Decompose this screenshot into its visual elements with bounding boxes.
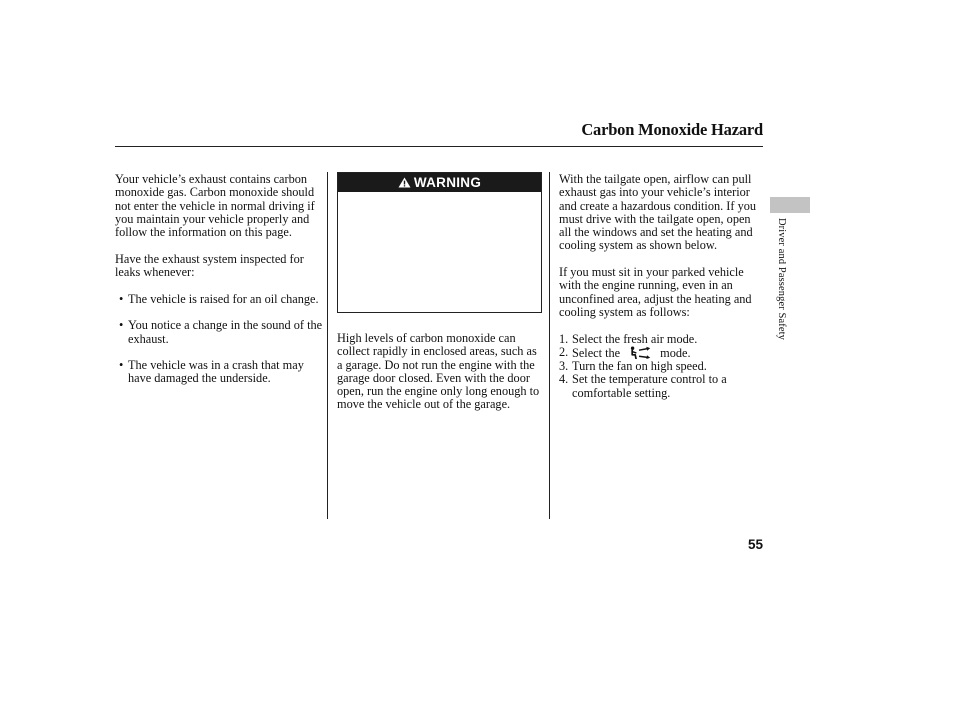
list-item-text: You notice a change in the sound of the exhaust. xyxy=(128,318,323,346)
bullet-glyph: • xyxy=(119,318,124,333)
step-number: 2. xyxy=(559,344,569,359)
section-label: Driver and Passenger Safety xyxy=(776,218,787,340)
warning-paragraph: High levels of carbon monoxide can collect rapidly in enclosed areas, such as a garage. Do not run the engine with the garage door closed. Even with the door open, run the engine only long enough to move the vehicle out of the garage. xyxy=(337,331,540,412)
column-middle xyxy=(337,332,545,425)
steps-list xyxy=(559,333,764,400)
step-number: 3. xyxy=(559,359,569,374)
column-right xyxy=(559,173,764,400)
page-number: 55 xyxy=(747,537,763,552)
bullet-glyph: • xyxy=(119,358,124,373)
list-item xyxy=(115,293,325,306)
list-item xyxy=(559,346,764,360)
list-item xyxy=(115,359,325,386)
list-item xyxy=(559,373,764,400)
step-text: mode. xyxy=(660,345,691,360)
bullet-glyph: • xyxy=(119,291,124,306)
column-divider xyxy=(327,172,328,519)
step-number: 1. xyxy=(559,331,569,346)
tailgate-paragraph: With the tailgate open, airflow can pull exhaust gas into your vehicle’s interior and create a hazardous condition. If you must drive with the tailgate open, open all the windows and set the heating and cooling system as shown below. xyxy=(559,172,757,253)
bilevel-mode-icon xyxy=(629,346,651,359)
step-number: 4. xyxy=(559,372,569,387)
column-left xyxy=(115,173,325,399)
step-text: Select the xyxy=(572,345,621,360)
list-item xyxy=(559,333,764,346)
section-tab xyxy=(770,197,810,213)
intro-paragraph: Your vehicle’s exhaust contains carbon monoxide gas. Carbon monoxide should not enter the vehicle in normal driving if you maintain your vehicle properly and follow the information on this page. xyxy=(115,172,315,240)
inspection-list xyxy=(115,293,325,386)
list-item-text: The vehicle was in a crash that may have damaged the underside. xyxy=(128,358,304,386)
parked-paragraph: If you must sit in your parked vehicle with the engine running, even in an unconfined area, adjust the heating and cooling system as follows: xyxy=(559,265,752,319)
list-item xyxy=(559,360,764,373)
list-item-text: The vehicle is raised for an oil change. xyxy=(128,291,319,306)
warning-label: WARNING xyxy=(413,175,482,190)
inspection-paragraph: Have the exhaust system inspected for leaks whenever: xyxy=(115,251,304,280)
warning-box xyxy=(337,172,542,313)
step-text: Set the temperature control to a comfortable setting. xyxy=(572,372,727,400)
step-text: Select the fresh air mode. xyxy=(572,331,698,346)
step-text: Turn the fan on high speed. xyxy=(572,359,707,374)
column-divider xyxy=(549,172,550,519)
list-item xyxy=(115,319,325,346)
warning-header xyxy=(338,173,541,192)
page-title: Carbon Monoxide Hazard xyxy=(581,120,763,139)
warning-triangle-icon xyxy=(398,177,411,188)
title-divider xyxy=(115,146,763,147)
